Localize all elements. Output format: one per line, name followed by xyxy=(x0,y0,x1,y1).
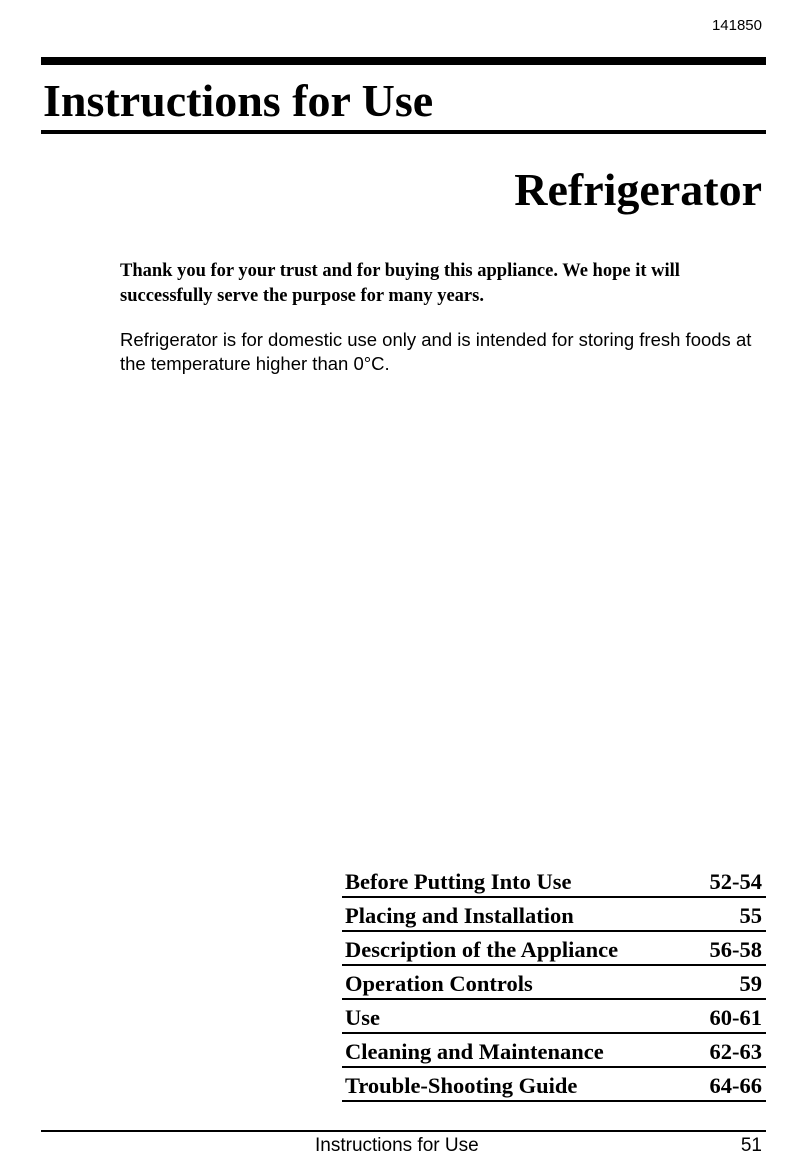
title-rule xyxy=(41,130,766,134)
toc-row-description[interactable] xyxy=(342,932,766,966)
toc-row-trouble-shooting[interactable] xyxy=(342,1068,766,1102)
top-rule xyxy=(41,57,766,65)
table-of-contents xyxy=(342,864,766,1102)
toc-entry-pages: 62-63 xyxy=(709,1039,762,1064)
intended-use-paragraph: Refrigerator is for domestic use only and is intended for storing fresh foods at the temperature higher than 0°C. xyxy=(120,329,752,374)
footer-title: Instructions for Use xyxy=(315,1135,479,1156)
toc-entry-pages: 52-54 xyxy=(709,869,762,894)
product-title: Refrigerator xyxy=(514,164,762,215)
toc-entry-title: Operation Controls xyxy=(345,971,533,996)
toc-row-before-use[interactable] xyxy=(342,864,766,898)
toc-entry-pages: 60-61 xyxy=(709,1005,762,1030)
toc-entry-title: Cleaning and Maintenance xyxy=(345,1039,604,1064)
toc-row-operation-controls[interactable] xyxy=(342,966,766,1000)
toc-row-cleaning-maintenance[interactable] xyxy=(342,1034,766,1068)
document-number: 141850 xyxy=(711,17,762,34)
toc-entry-title: Before Putting Into Use xyxy=(345,869,572,894)
toc-entry-title: Description of the Appliance xyxy=(345,937,619,962)
toc-entry-pages: 64-66 xyxy=(709,1073,762,1098)
thanks-paragraph: Thank you for your trust and for buying this appliance. We hope it will successfully serve the purpose for many years. xyxy=(120,261,680,306)
toc-entry-pages: 55 xyxy=(739,903,762,928)
footer-rule xyxy=(41,1130,766,1132)
toc-entry-title: Trouble-Shooting Guide xyxy=(345,1073,578,1098)
toc-row-use[interactable] xyxy=(342,1000,766,1034)
toc-entry-pages: 59 xyxy=(739,971,762,996)
toc-entry-title: Placing and Installation xyxy=(345,903,574,928)
page-number: 51 xyxy=(740,1135,762,1156)
toc-entry-pages: 56-58 xyxy=(709,937,762,962)
toc-row-placing-installation[interactable] xyxy=(342,898,766,932)
page-title: Instructions for Use xyxy=(43,75,434,126)
toc-entry-title: Use xyxy=(345,1005,380,1030)
